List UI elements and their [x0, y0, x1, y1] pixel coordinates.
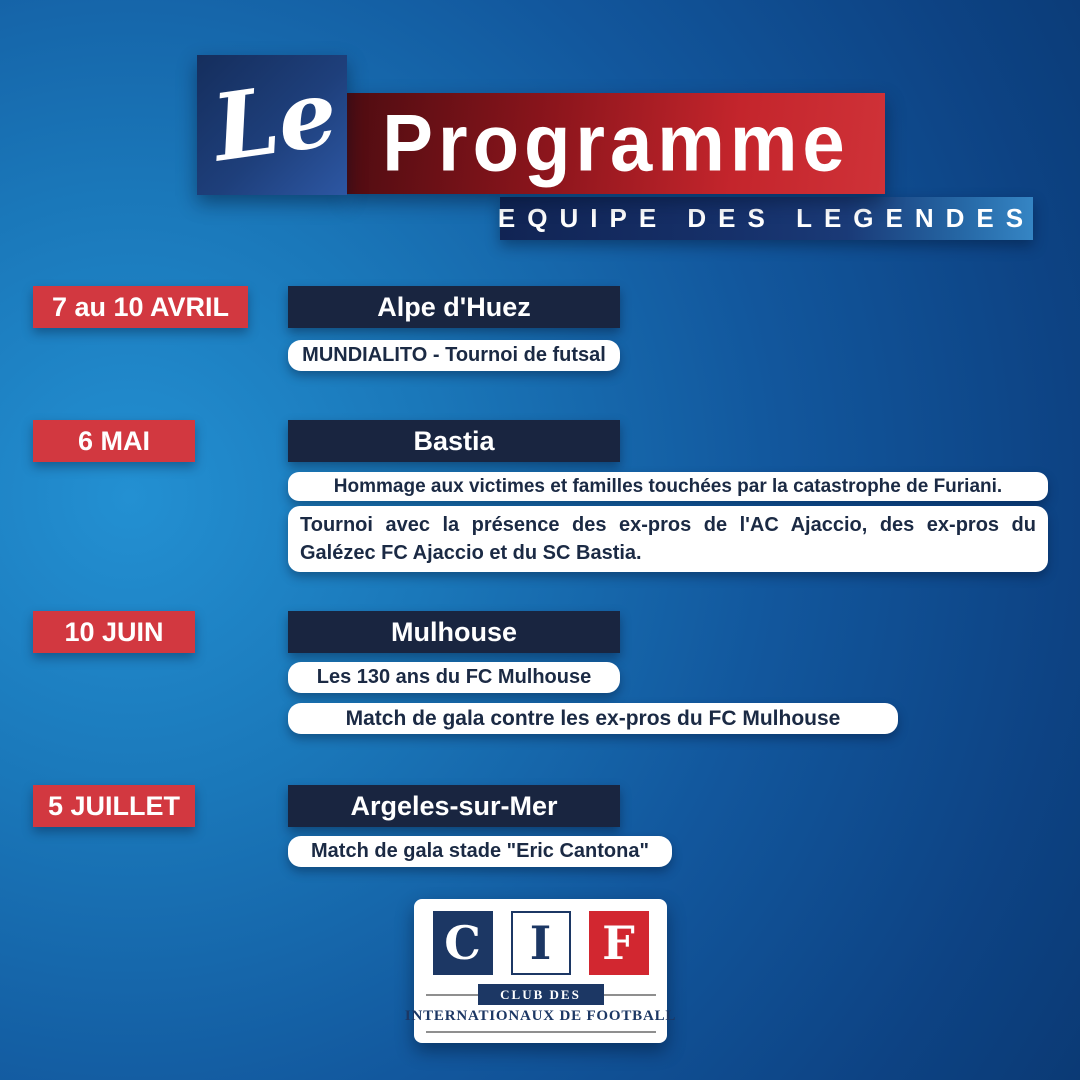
cif-letter-c: C — [433, 911, 493, 975]
date-badge-mai: 6 MAI — [33, 420, 195, 462]
le-script-text: Le — [206, 58, 344, 183]
le-badge — [197, 55, 347, 195]
subtitle-banner — [497, 197, 1036, 240]
date-badge-juillet: 5 JUILLET — [33, 785, 195, 827]
rule-left — [426, 994, 478, 996]
location-bar-bastia: Bastia — [288, 420, 620, 462]
event-detail: Les 130 ans du FC Mulhouse — [288, 662, 620, 693]
subtitle-text: EQUIPE DES LEGENDES — [497, 203, 1036, 233]
event-detail: Match de gala stade "Eric Cantona" — [288, 836, 672, 867]
event-detail: MUNDIALITO - Tournoi de futsal — [288, 340, 620, 371]
cif-logo — [404, 899, 677, 1043]
event-detail: Match de gala contre les ex-pros du FC Mulhouse — [288, 703, 898, 734]
page-title: Programme — [382, 97, 850, 189]
date-badge-avril: 7 au 10 AVRIL — [33, 286, 248, 328]
club-name-label: INTERNATIONAUX DE FOOTBALL — [404, 1008, 677, 1024]
event-detail: Hommage aux victimes et familles touchées par la catastrophe de Furiani. — [288, 472, 1048, 501]
cif-initials — [433, 911, 649, 975]
location-bar-alpe-dhuez: Alpe d'Huez — [288, 286, 620, 328]
rule-bottom — [426, 1031, 656, 1033]
club-des-band — [426, 984, 656, 1005]
cif-letter-f: F — [589, 911, 649, 975]
cif-letter-i: I — [511, 911, 571, 975]
event-detail: Tournoi avec la présence des ex-pros de l'AC Ajaccio, des ex-pros du Galézec FC Ajaccio et du SC Bastia. — [288, 506, 1048, 572]
club-des-label: CLUB DES — [478, 984, 604, 1005]
rule-right — [604, 994, 656, 996]
date-badge-juin: 10 JUIN — [33, 611, 195, 653]
location-bar-mulhouse: Mulhouse — [288, 611, 620, 653]
title-banner — [347, 93, 885, 194]
location-bar-argeles: Argeles-sur-Mer — [288, 785, 620, 827]
